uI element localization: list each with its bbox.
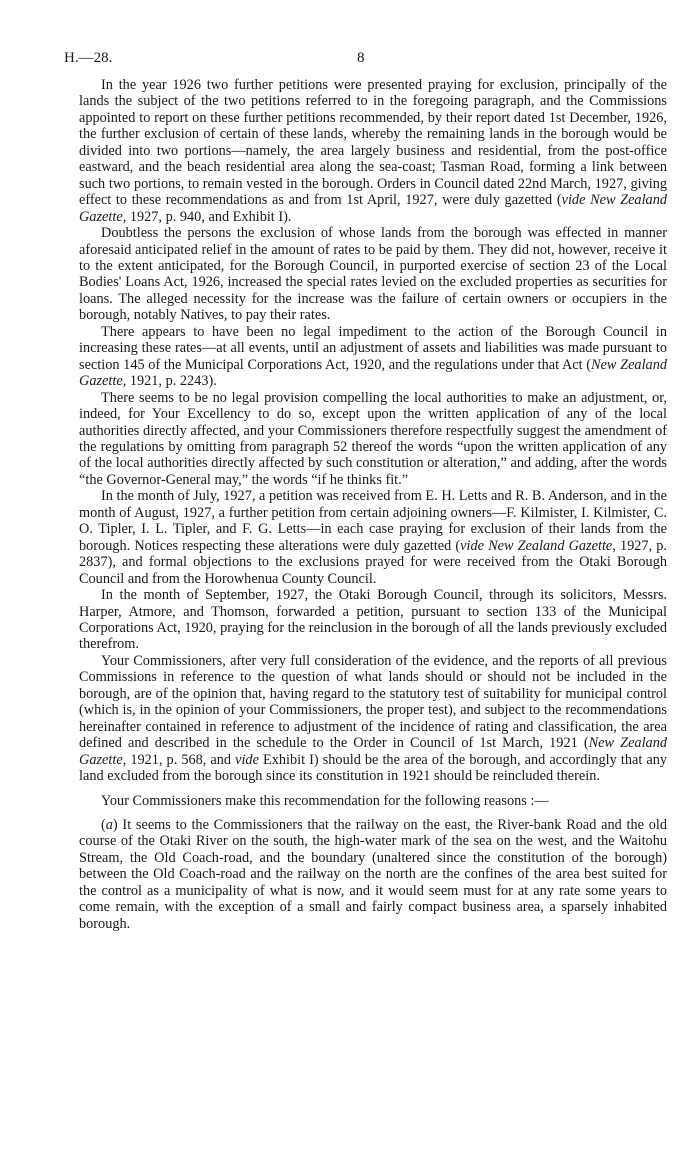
paragraph-commissioners-opinion: [79, 653, 667, 785]
italic-text-run: a: [105, 816, 113, 833]
text-run: , 1927, p. 940, and Exhibit I).: [122, 208, 292, 225]
text-run: Doubtless the persons the exclusion of whose lands from the borough was effected in manner aforesaid anticipated relief in the amount of rates to be paid by them. They did not, however, receive it to the extent anticipated, for the Borough Council, in purported exercise of section 23 of the Local Bodies' Loans Act, 1926, increased the special rates levied on the excluded properties as securities for loans. The alleged necessity for the increase was the failure of certain owners or occupiers in the borough, notably Natives, to pay their rates.: [79, 225, 667, 324]
text-run: , 1927, p. 2837), and formal objections to the exclusions prayed for were received from the Otaki Borough Council and from the Horowhenua County Council.: [79, 537, 667, 587]
paragraph-rates-relief: [79, 225, 667, 324]
text-run: Exhibit I) should be the area of the borough, and accordingly that any land excluded from the borough since its constitution in 1921 should be reincluded therein.: [79, 751, 667, 785]
text-run: In the month of July, 1927, a petition was received from E. H. Letts and R. B. Anderson, and in the month of August, 1927, a further petition from certain adjoining owners—F. Kilmister, I. Kilmister, C. O. Tipler, I. L. Tipler, and F. G. Letts—in each case praying for exclusion of their lands from the borough. Notices respecting these alterations were duly gazetted (: [79, 488, 667, 554]
text-run: There appears to have been no legal impediment to the action of the Borough Council in increasing these rates—at all events, until an adjustment of assets and liabilities was made pursuant to section 145 of the Municipal Corporations Act, 1920, and the regulations under that Act (: [79, 323, 667, 373]
paragraph-legal-impediment: [79, 324, 667, 390]
italic-text-run: New Zealand Gazette: [79, 735, 667, 768]
paragraph-1927-petitions: [79, 488, 667, 587]
text-run: Your Commissioners, after very full consideration of the evidence, and the reports of all previous Commissions in reference to the question of what lands should or should not be included in the borough, are of the opinion that, having regard to the statutory test of suitability for municipal control (which is, in the opinion of your Commissioners, the proper test), and subject to the recommendations hereinafter contained in reference to adjustment of the incidence of rating and classification, the area defined and described in the schedule to the Order in Council of 1st March, 1921 (: [79, 652, 667, 752]
paragraph-reasons-intro: [79, 793, 667, 809]
text-run: ) It seems to the Commissioners that the railway on the east, the River-bank Road and the old course of the Otaki River on the south, the high-water mark of the sea on the west, and the Waitohu Stream, the Old Coach-road, and the boundary (unaltered since the constitution of the borough) between the Old Coach-road and the railway on the north are the confines of the area best suited for the control as a municipality of what is now, and it would seem must for at any rate some years to come remain, with the exception of a small and fairly compact business area, a sparsely inhabited borough.: [79, 816, 667, 932]
italic-text-run: vide New Zealand Gazette: [79, 192, 668, 225]
text-run: , 1921, p. 568, and: [122, 751, 236, 768]
paragraph-regulations-amendment: [79, 390, 667, 489]
italic-text-run: vide: [235, 751, 259, 768]
report-body: [79, 77, 667, 932]
paragraph-reinclusion-petition: [79, 587, 667, 653]
paragraph-reason-a: [79, 817, 667, 932]
page-number: 8: [357, 50, 365, 66]
paragraph-1926-petitions: [79, 77, 667, 225]
text-run: Your Commissioners make this recommendation for the following reasons :—: [101, 793, 549, 810]
text-run: (: [101, 816, 106, 833]
text-run: , 1921, p. 2243).: [122, 373, 217, 390]
text-run: In the month of September, 1927, the Otaki Borough Council, through its solicitors, Messrs. Harper, Atmore, and Thomson, forwarded a petition, pursuant to section 133 of the Municipal Corporations Act, 1920, praying for the reinclusion in the borough of all the lands previously excluded therefrom.: [79, 587, 667, 653]
italic-text-run: vide New Zealand Gazette: [460, 537, 613, 554]
text-run: There seems to be no legal provision compelling the local authorities to make an adjustment, or, indeed, for Your Excellency to do so, except upon the written application of any of the local authorities directly affected, and your Commissioners therefore respectfully suggest the amendment of the regulations by omitting from paragraph 52 thereof the words “upon the written application of any of the local authorities directly affected by such constitution or alteration,” and adding, after the words “the Governor-General may,” the words “if he thinks fit.”: [79, 389, 667, 488]
italic-text-run: New Zealand Gazette: [79, 356, 667, 390]
text-run: In the year 1926 two further petitions were presented praying for exclusion, principally of the lands the subject of the two petitions referred to in the foregoing paragraph, and the Commissions appointed to report on these further petitions recommended, by their report dated 1st December, 1926, the further exclusion of certain of these lands, whereby the remaining lands in the borough would be divided into two portions—namely, the area largely business and residential, from the post-office eastward, and the beach residential area along the sea-coast; Tasman Road, forming a link between such two portions, to remain vested in the borough. Orders in Council dated 22nd March, 1927, giving effect to these recommendations as and from 1st April, 1927, were duly gazetted (: [79, 77, 667, 209]
document-reference: H.—28.: [64, 50, 113, 66]
